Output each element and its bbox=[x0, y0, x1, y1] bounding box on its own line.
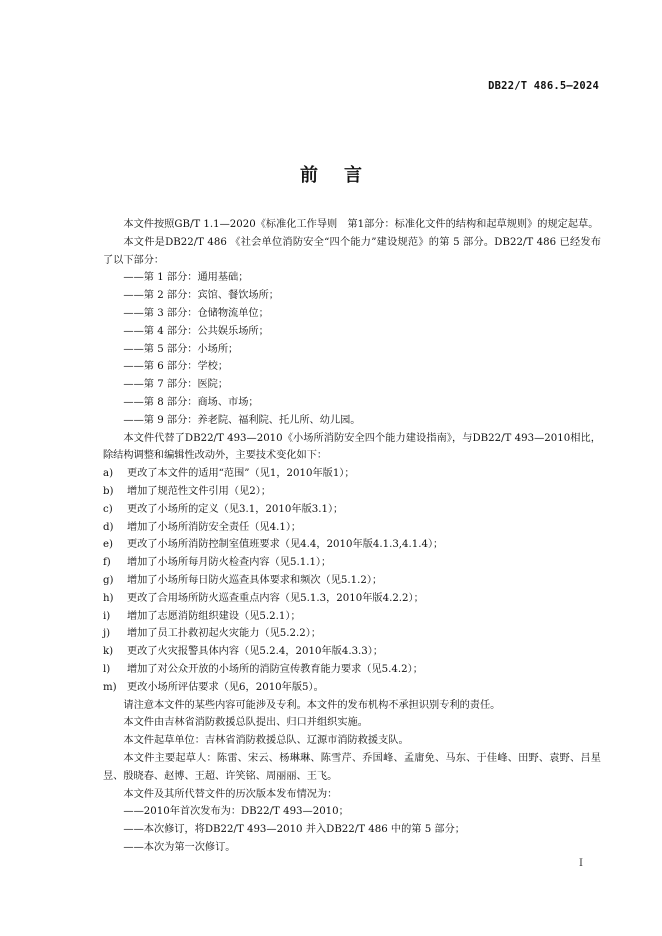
item-text: 增加了小场所每日防火巡查具体要求和频次（见5.1.2）； bbox=[127, 574, 383, 586]
paragraph-replacement: 本文件代替了DB22/T 493—2010《小场所消防安全四个能力建设指南》，与DB22/T 493—2010相比，除结构调整和编辑性改动外，主要技术变化如下： bbox=[103, 432, 601, 462]
paragraph-proposer: 本文件由吉林省消防救援总队提出、归口并组织实施。 bbox=[123, 717, 368, 729]
list-item bbox=[103, 572, 601, 590]
item-text: 更改了本文件的适用“范围”（见1，2010年版1）； bbox=[127, 468, 355, 480]
list-item: ——第 8 部分：商场、市场； bbox=[123, 396, 259, 408]
item-text: 更改小场所评估要求（见6，2010年版5）。 bbox=[127, 681, 324, 693]
list-item: ——本次修订，将DB22/T 493—2010 并入DB22/T 486 中的第 5 部分； bbox=[123, 824, 465, 836]
item-label: c) bbox=[103, 503, 113, 515]
list-item bbox=[103, 554, 601, 572]
paragraph-history-intro: 本文件及其所代替文件的历次版本发布情况为： bbox=[123, 788, 338, 800]
list-item: ——第 1 部分：通用基础； bbox=[123, 272, 249, 284]
document-body bbox=[103, 216, 601, 857]
item-text: 增加了志愿消防组织建设（见5.2.1）； bbox=[127, 610, 301, 622]
list-item bbox=[103, 465, 601, 483]
paragraph-drafting-units: 本文件起草单位：吉林省消防救援总队、辽源市消防救援支队。 bbox=[123, 735, 409, 747]
item-text: 增加了规范性文件引用（见2）； bbox=[127, 485, 272, 497]
item-text: 更改了小场所的定义（见3.1，2010年版3.1）； bbox=[127, 503, 344, 515]
list-item bbox=[103, 643, 601, 661]
paragraph-drafters: 本文件主要起草人：陈雷、宋云、杨琳琳、陈雪芹、乔国峰、孟庸免、马东、于佳峰、田野、袁野、吕星昱、殷晓春、赵博、王超、许笑铭、周丽丽、王飞。 bbox=[103, 752, 601, 782]
parts-list bbox=[103, 269, 601, 429]
document-code: DB22/T 486.5—2024 bbox=[488, 80, 599, 92]
list-item bbox=[103, 501, 601, 519]
item-label: f) bbox=[103, 557, 111, 569]
item-label: g) bbox=[103, 574, 114, 586]
list-item bbox=[103, 483, 601, 501]
list-item bbox=[103, 625, 601, 643]
item-label: h) bbox=[103, 592, 114, 604]
item-text: 增加了对公众开放的小场所的消防宣传教育能力要求（见5.4.2）； bbox=[127, 663, 423, 675]
page-number: I bbox=[579, 858, 583, 869]
item-text: 增加了员工扑救初起火灾能力（见5.2.2）； bbox=[127, 628, 322, 640]
item-label: a) bbox=[103, 468, 114, 480]
list-item bbox=[103, 608, 601, 626]
item-label: k) bbox=[103, 646, 114, 658]
list-item bbox=[103, 679, 601, 697]
list-item: ——第 5 部分：小场所； bbox=[123, 343, 239, 355]
history-list bbox=[103, 803, 601, 856]
list-item: ——第 7 部分：医院； bbox=[123, 379, 229, 391]
list-item bbox=[103, 661, 601, 679]
paragraph-series-intro: 本文件是DB22/T 486 《社会单位消防安全“四个能力”建设规范》的第 5 部分。DB22/T 486 已经发布了以下部分： bbox=[103, 236, 601, 266]
list-item: ——第 2 部分：宾馆、餐饮场所； bbox=[123, 290, 279, 302]
item-label: i) bbox=[103, 610, 111, 622]
list-item: ——本次为第一次修订。 bbox=[123, 841, 236, 853]
item-label: j) bbox=[103, 628, 111, 640]
item-text: 增加了小场所每月防火检查内容（见5.1.1）； bbox=[127, 557, 332, 569]
item-text: 更改了火灾报警具体内容（见5.2.4，2010年版4.3.3）； bbox=[127, 646, 384, 658]
list-item bbox=[103, 590, 601, 608]
list-item: ——第 3 部分：仓储物流单位； bbox=[123, 307, 269, 319]
list-item: ——第 4 部分：公共娱乐场所； bbox=[123, 325, 269, 337]
item-label: l) bbox=[103, 663, 111, 675]
item-label: e) bbox=[103, 539, 114, 551]
item-label: m) bbox=[103, 681, 117, 693]
item-text: 更改了小场所消防控制室值班要求（见4.4，2010年版4.1.3,4.1.4）； bbox=[127, 539, 444, 551]
item-text: 增加了小场所消防安全责任（见4.1）； bbox=[127, 521, 302, 533]
list-item: ——第 9 部分：养老院、福利院、托儿所、幼儿园。 bbox=[123, 414, 361, 426]
item-text: 更改了合用场所防火巡查重点内容（见5.1.3，2010年版4.2.2）； bbox=[127, 592, 424, 604]
list-item bbox=[103, 519, 601, 537]
changes-list bbox=[103, 465, 601, 696]
list-item: ——第 6 部分：学校； bbox=[123, 361, 229, 373]
list-item bbox=[103, 536, 601, 554]
paragraph-patent-notice: 请注意本文件的某些内容可能涉及专利。本文件的发布机构不承担识别专利的责任。 bbox=[123, 699, 501, 711]
item-label: b) bbox=[103, 485, 114, 497]
page-title: 前言 bbox=[300, 165, 388, 186]
item-label: d) bbox=[103, 521, 114, 533]
list-item: ——2010年首次发布为：DB22/T 493—2010； bbox=[123, 806, 349, 818]
paragraph-drafting-basis: 本文件按照GB/T 1.1—2020《标准化工作导则 第1部分：标准化文件的结构和起草规则》的规定起草。 bbox=[123, 219, 599, 230]
